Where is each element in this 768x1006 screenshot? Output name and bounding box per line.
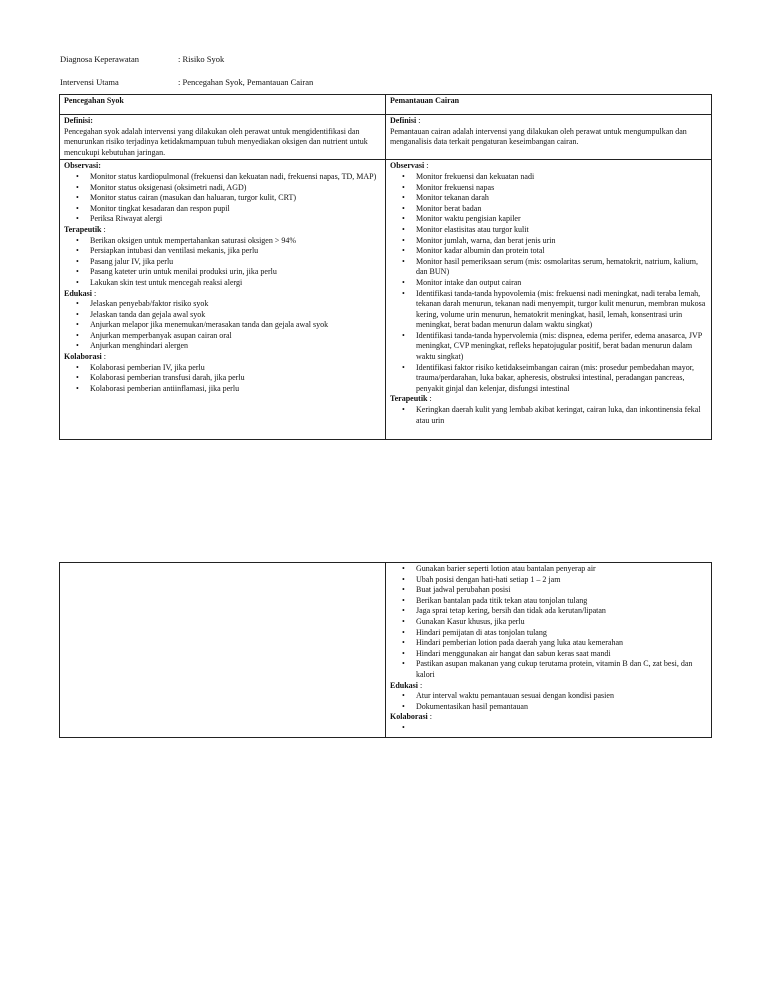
left-interventions-cell (60, 160, 386, 440)
diagnosis-label: Diagnosa Keperawatan (60, 54, 140, 64)
list-item: • Monitor tingkat kesadaran dan respon pupil (90, 204, 381, 215)
list-item: • Monitor kadar albumin dan protein total (416, 246, 707, 257)
left-definition-text: Pencegahan syok adalah intervensi yang dilakukan oleh perawat untuk mengidentifikasi dan menurunkan risiko terjadinya ketidakmampuan tubuh menyediakan oksigen dan nutrient untuk mencukupi kebutuhan jaringan. (64, 126, 368, 157)
diagnosis-value: : Risiko Syok (178, 54, 225, 64)
list-item: • Kolaborasi pemberian IV, jika perlu (90, 363, 381, 374)
list-item: • Buat jadwal perubahan posisi (416, 585, 707, 596)
right-edukasi-list (390, 691, 707, 712)
left-terapeutik-label: Terapeutik (64, 224, 102, 234)
list-item: • Monitor hasil pemeriksaan serum (mis: osmolaritas serum, hematokrit, natrium, kalium, dan BUN) (416, 257, 707, 278)
list-item: • Gunakan barier seperti lotion atau bantalan penyerap air (416, 564, 707, 575)
list-item: • Kolaborasi pemberian transfusi darah, jika perlu (90, 373, 381, 384)
list-item: • Berikan oksigen untuk mempertahankan saturasi oksigen > 94% (90, 236, 381, 247)
list-item: • Hindari menggunakan air hangat dan sabun keras saat mandi (416, 649, 707, 660)
right-edukasi-label: Edukasi (390, 680, 419, 690)
list-item: • Hindari pemberian lotion pada daerah yang luka atau kemerahan (416, 638, 707, 649)
list-item: • Identifikasi tanda-tanda hypervolemia (mis: dispnea, edema perifer, edema anasarca, JVP meningkat, CVP meningkat, refleks hepatojugular positif, berat badan menurun dalam waktu singkat) (416, 331, 707, 363)
list-item: • Ubah posisi dengan hati-hati setiap 1 – 2 jam (416, 575, 707, 586)
right-terapeutik-continued-list (390, 564, 707, 681)
list-item: • Monitor intake dan output cairan (416, 278, 707, 289)
right-observasi-label: Observasi (390, 161, 425, 171)
right-title: Pemantauan Cairan (386, 95, 712, 115)
list-item: • Berikan bantalan pada titik tekan atau tonjolan tulang (416, 596, 707, 607)
right-observasi-list (390, 172, 707, 394)
right-terapeutik-label: Terapeutik (390, 394, 428, 404)
right-definition-cell (386, 115, 712, 160)
table-header-row (60, 95, 712, 115)
right-definition-label: Definisi (390, 116, 417, 125)
list-item: • Persiapkan intubasi dan ventilasi mekanis, jika perlu (90, 246, 381, 257)
list-item: • Lakukan skin test untuk mencegah reaksi alergi (90, 278, 381, 289)
right-definition-text: Pemantauan cairan adalah intervensi yang dilakukan oleh perawat untuk mengumpulkan dan menganalisis data terkait pengaturan keseimbangan cairan. (390, 126, 687, 147)
right-terapeutik-list (390, 405, 707, 426)
list-item: • Identifikasi faktor risiko ketidakseimbangan cairan (mis: prosedur pembedahan mayor, trauma/perdarahan, luka bakar, apheresis, obstruksi intestinal, peradangan pancreas, penyakit ginjal dan kelenjar, disfungsi intestinal (416, 363, 707, 395)
right-terapeutik-suffix: : (427, 394, 432, 404)
list-item: • Monitor tekanan darah (416, 193, 707, 204)
list-item: • Pastikan asupan makanan yang cukup terutama protein, vitamin B dan C, zat besi, dan kalori (416, 659, 707, 680)
right-kolaborasi-suffix: : (427, 712, 433, 722)
intervention-table-2 (59, 562, 712, 738)
left-kolaborasi-suffix: : (101, 352, 107, 362)
left-definition-cell (60, 115, 386, 160)
left-edukasi-label: Edukasi (64, 288, 93, 298)
list-item: • Monitor elastisitas atau turgor kulit (416, 225, 707, 236)
continuation-row (60, 563, 712, 738)
left-observasi-label: Observasi: (64, 161, 101, 171)
intervention-label: Intervensi Utama (60, 77, 119, 87)
intervention-value: : Pencegahan Syok, Pemantauan Cairan (178, 77, 314, 87)
right-continuation-cell (386, 563, 712, 738)
left-continuation-cell (60, 563, 386, 738)
right-observasi-suffix: : (424, 161, 429, 171)
list-item: • Gunakan Kasur khusus, jika perlu (416, 617, 707, 628)
left-observasi-list (64, 172, 381, 225)
left-kolaborasi-label: Kolaborasi (64, 352, 102, 362)
right-edukasi-suffix: : (418, 680, 423, 690)
right-definition-suffix: : (416, 116, 421, 125)
right-interventions-cell (386, 160, 712, 440)
list-item: • Anjurkan melapor jika menemukan/merasakan tanda dan gejala awal syok (90, 320, 381, 331)
list-item: • Dokumentasikan hasil pemantauan (416, 702, 707, 713)
list-item: • Monitor frekuensi napas (416, 183, 707, 194)
list-item: • Periksa Riwayat alergi (90, 214, 381, 225)
list-item: • Anjurkan menghindari alergen (90, 341, 381, 352)
list-item: • Monitor status kardiopulmonal (frekuensi dan kekuatan nadi, frekuensi napas, TD, MAP) (90, 172, 381, 183)
left-terapeutik-list (64, 236, 381, 289)
list-item: • Monitor berat badan (416, 204, 707, 215)
list-item: • Jelaskan tanda dan gejala awal syok (90, 310, 381, 321)
list-item: • Kolaborasi pemberian antiinflamasi, jika perlu (90, 384, 381, 395)
left-definition-label: Definisi: (64, 116, 93, 125)
intervention-table-1 (59, 94, 712, 440)
list-item: • Atur interval waktu pemantauan sesuai dengan kondisi pasien (416, 691, 707, 702)
list-item: • Pasang jalur IV, jika perlu (90, 257, 381, 268)
interventions-row (60, 160, 712, 440)
left-edukasi-list (64, 299, 381, 352)
list-item: • Monitor waktu pengisian kapiler (416, 214, 707, 225)
list-item: • Monitor jumlah, warna, dan berat jenis urin (416, 236, 707, 247)
list-item: • Jaga sprai tetap kering, bersih dan tidak ada kerutan/lipatan (416, 606, 707, 617)
list-item: • Monitor frekuensi dan kekuatan nadi (416, 172, 707, 183)
list-item: • Pasang kateter urin untuk menilai produksi urin, jika perlu (90, 267, 381, 278)
left-edukasi-suffix: : (92, 288, 97, 298)
list-item: • Keringkan daerah kulit yang lembab akibat keringat, cairan luka, dan inkontinensia fekal atau urin (416, 405, 707, 426)
left-terapeutik-suffix: : (101, 224, 106, 234)
list-item: • Anjurkan memperbanyak asupan cairan oral (90, 331, 381, 342)
list-item: • Monitor status cairan (masukan dan haluaran, turgor kulit, CRT) (90, 193, 381, 204)
right-kolaborasi-label: Kolaborasi (390, 712, 428, 722)
list-item: • Monitor status oksigenasi (oksimetri nadi, AGD) (90, 183, 381, 194)
left-kolaborasi-list (64, 363, 381, 395)
list-item: • Jelaskan penyebab/faktor risiko syok (90, 299, 381, 310)
left-title: Pencegahan Syok (60, 95, 386, 115)
definition-row (60, 115, 712, 160)
list-item: • Identifikasi tanda-tanda hypovolemia (mis: frekuensi nadi meningkat, nadi teraba lemah, tekanan darah menurun, tekanan nadi menyempit, turgor kulit menurun, membran mukosa kering, volume urin menurun, hematokrit meningkat, hasil, lemah, konsentrasi urin meningkat, berat badan menurun dalam waktu singkat) (416, 289, 707, 331)
list-item: • Hindari pemijatan di atas tonjolan tulang (416, 628, 707, 639)
